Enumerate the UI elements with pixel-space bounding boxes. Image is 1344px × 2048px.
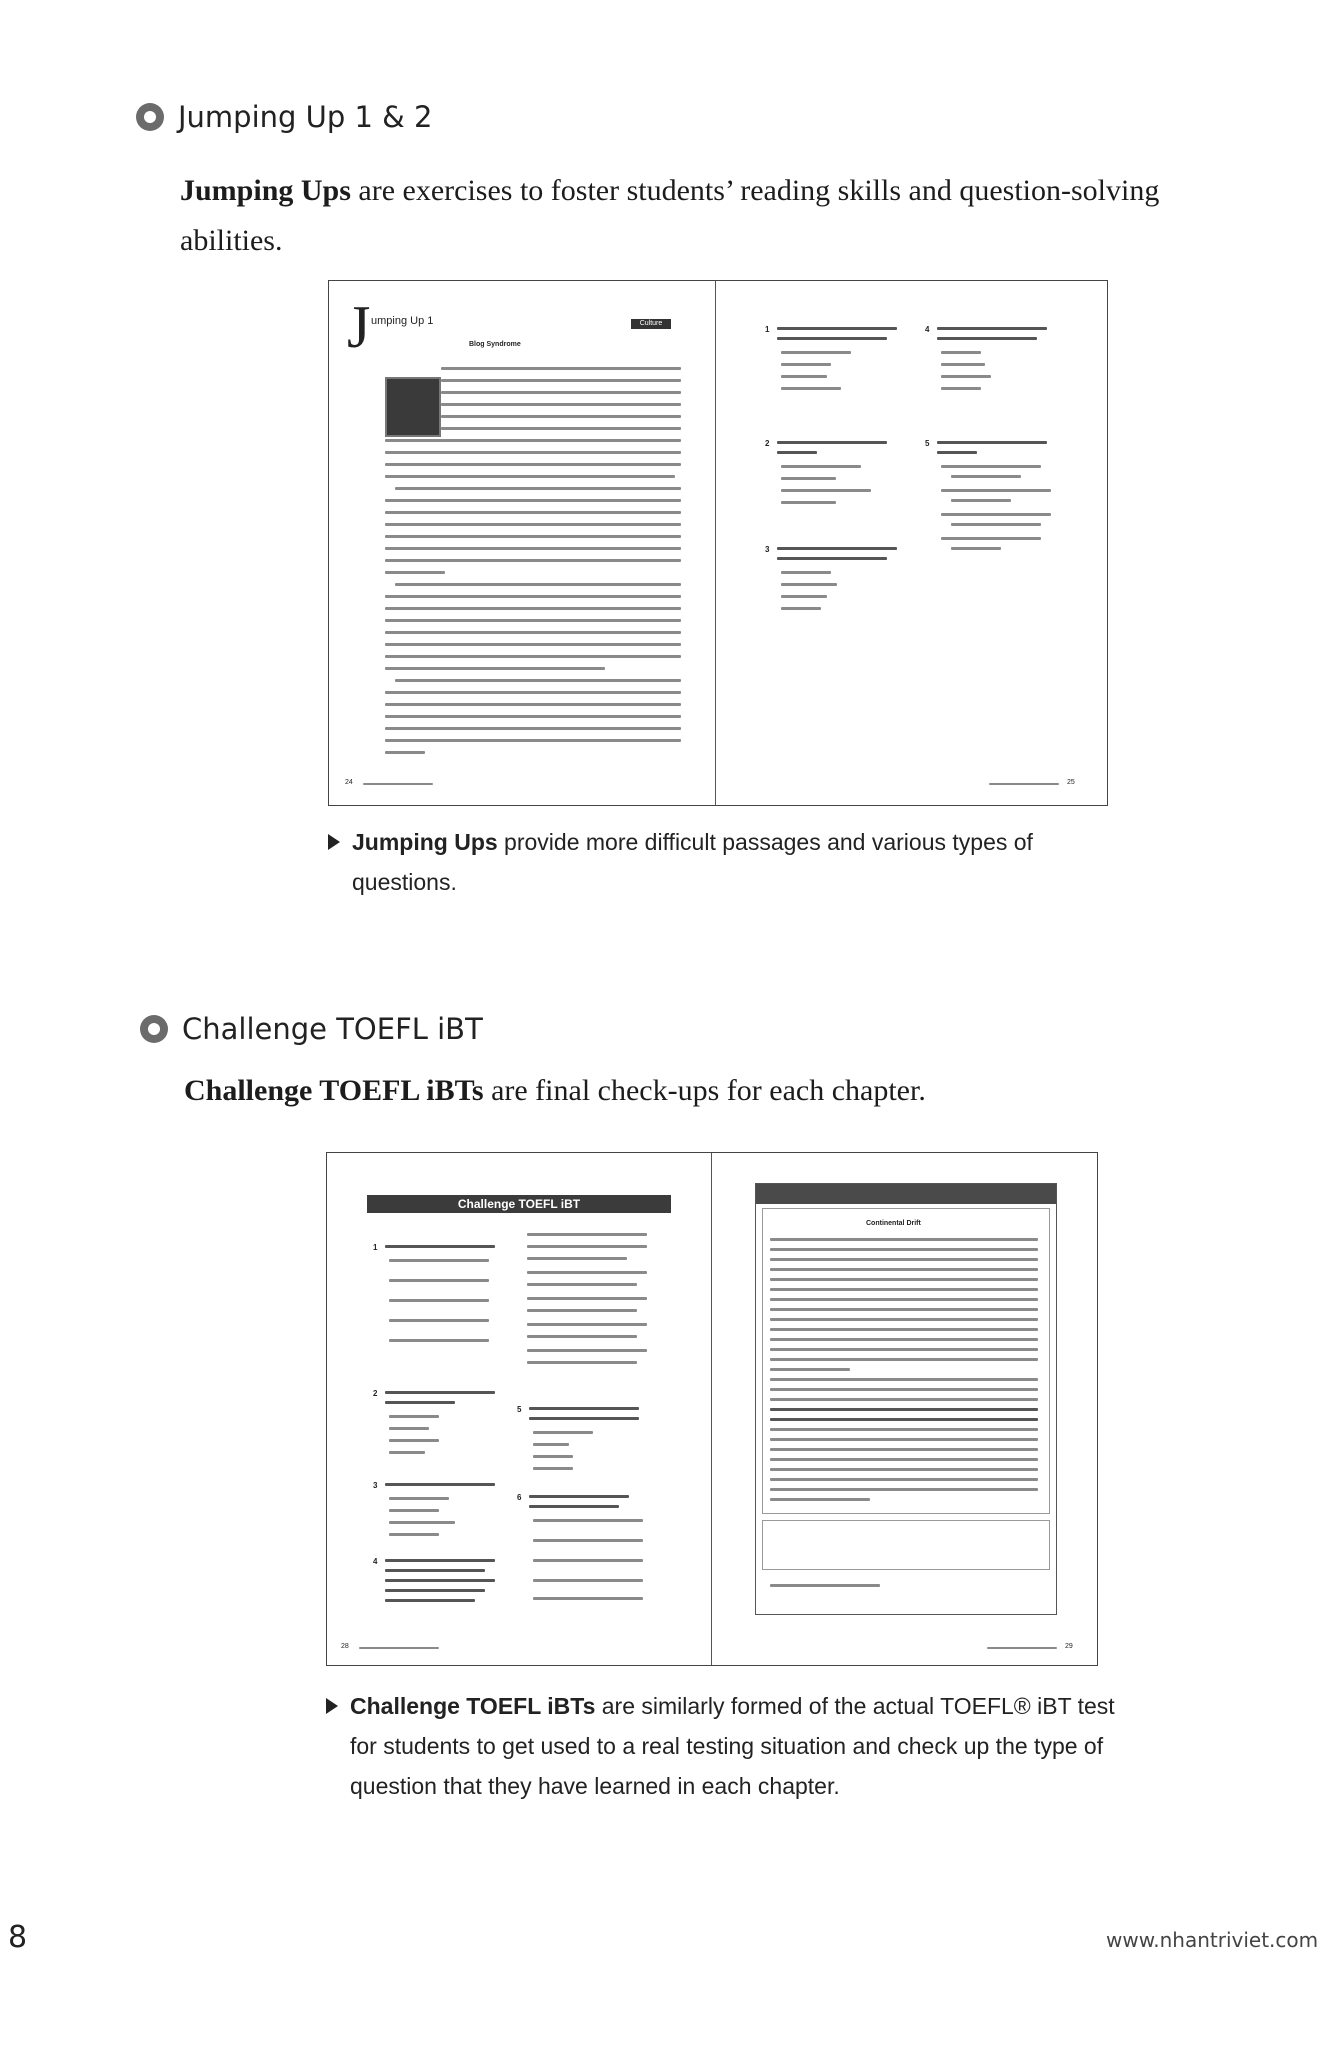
triangle-bullet-icon bbox=[326, 1698, 338, 1714]
thumb-cq1-number: 1 bbox=[373, 1243, 378, 1252]
thumb-cq6-number: 6 bbox=[517, 1493, 522, 1502]
challenge-spread-image bbox=[326, 1152, 1098, 1666]
thumb-q5-number: 5 bbox=[925, 439, 930, 448]
challenge-lead-bold: Challenge TOEFL iBTs bbox=[184, 1074, 484, 1107]
thumb-photo bbox=[385, 377, 441, 437]
circle-bullet-icon bbox=[136, 103, 164, 131]
thumb-cq4-number: 4 bbox=[373, 1557, 378, 1566]
jumping-up-heading bbox=[136, 100, 432, 134]
page-number: 8 bbox=[8, 1920, 28, 1955]
thumb-challenge-right-folio: 29 bbox=[1065, 1643, 1073, 1650]
thumb-passage-title: Blog Syndrome bbox=[469, 341, 521, 348]
thumb-right-folio: 25 bbox=[1067, 779, 1075, 786]
challenge-note bbox=[326, 1686, 1116, 1806]
challenge-note-text: are similarly formed of the actual TOEFL® iBT test for students to get used to a real testing situation and check up the type of question that they have learned in each chapter. bbox=[350, 1693, 1115, 1799]
thumb-banner: Challenge TOEFL iBT bbox=[367, 1195, 671, 1213]
jumping-up-lead-bold: Jumping Ups bbox=[180, 174, 351, 207]
thumb-heading: umping Up 1 bbox=[371, 315, 434, 327]
thumb-cq3-number: 3 bbox=[373, 1481, 378, 1490]
thumb-ibt-passage-title: Continental Drift bbox=[866, 1220, 921, 1227]
thumb-tag: Culture bbox=[631, 319, 671, 329]
jumping-up-note bbox=[328, 822, 1108, 902]
thumb-challenge-left-folio: 28 bbox=[341, 1643, 349, 1650]
jumping-up-note-bold: Jumping Ups bbox=[352, 829, 498, 855]
jumping-up-title: Jumping Up 1 & 2 bbox=[178, 100, 433, 134]
thumb-left-folio: 24 bbox=[345, 779, 353, 786]
triangle-bullet-icon bbox=[328, 834, 340, 850]
thumb-ibt-toolbar bbox=[756, 1184, 1056, 1204]
challenge-lead bbox=[184, 1066, 1224, 1116]
challenge-title: Challenge TOEFL iBT bbox=[182, 1012, 483, 1046]
jumping-up-lead bbox=[180, 166, 1220, 266]
circle-bullet-icon bbox=[140, 1015, 168, 1043]
thumb-ibt-screen bbox=[755, 1183, 1057, 1615]
thumb-cq5-number: 5 bbox=[517, 1405, 522, 1414]
jumping-up-note-text: provide more difficult passages and various types of questions. bbox=[352, 829, 1033, 895]
thumb-q3-number: 3 bbox=[765, 545, 770, 554]
challenge-note-bold: Challenge TOEFL iBTs bbox=[350, 1693, 596, 1719]
jumping-up-spread-image bbox=[328, 280, 1108, 806]
jumping-up-lead-text: are exercises to foster students’ reading skills and question-solving abilities. bbox=[180, 174, 1160, 257]
thumb-cq2-number: 2 bbox=[373, 1389, 378, 1398]
challenge-lead-text: are final check-ups for each chapter. bbox=[483, 1074, 926, 1107]
thumb-q4-number: 4 bbox=[925, 325, 930, 334]
challenge-heading bbox=[140, 1012, 483, 1046]
drop-cap-letter: J bbox=[347, 294, 371, 360]
website-url: www.nhantriviet.com bbox=[1106, 1928, 1319, 1952]
thumb-q1-number: 1 bbox=[765, 325, 770, 334]
thumb-q2-number: 2 bbox=[765, 439, 770, 448]
